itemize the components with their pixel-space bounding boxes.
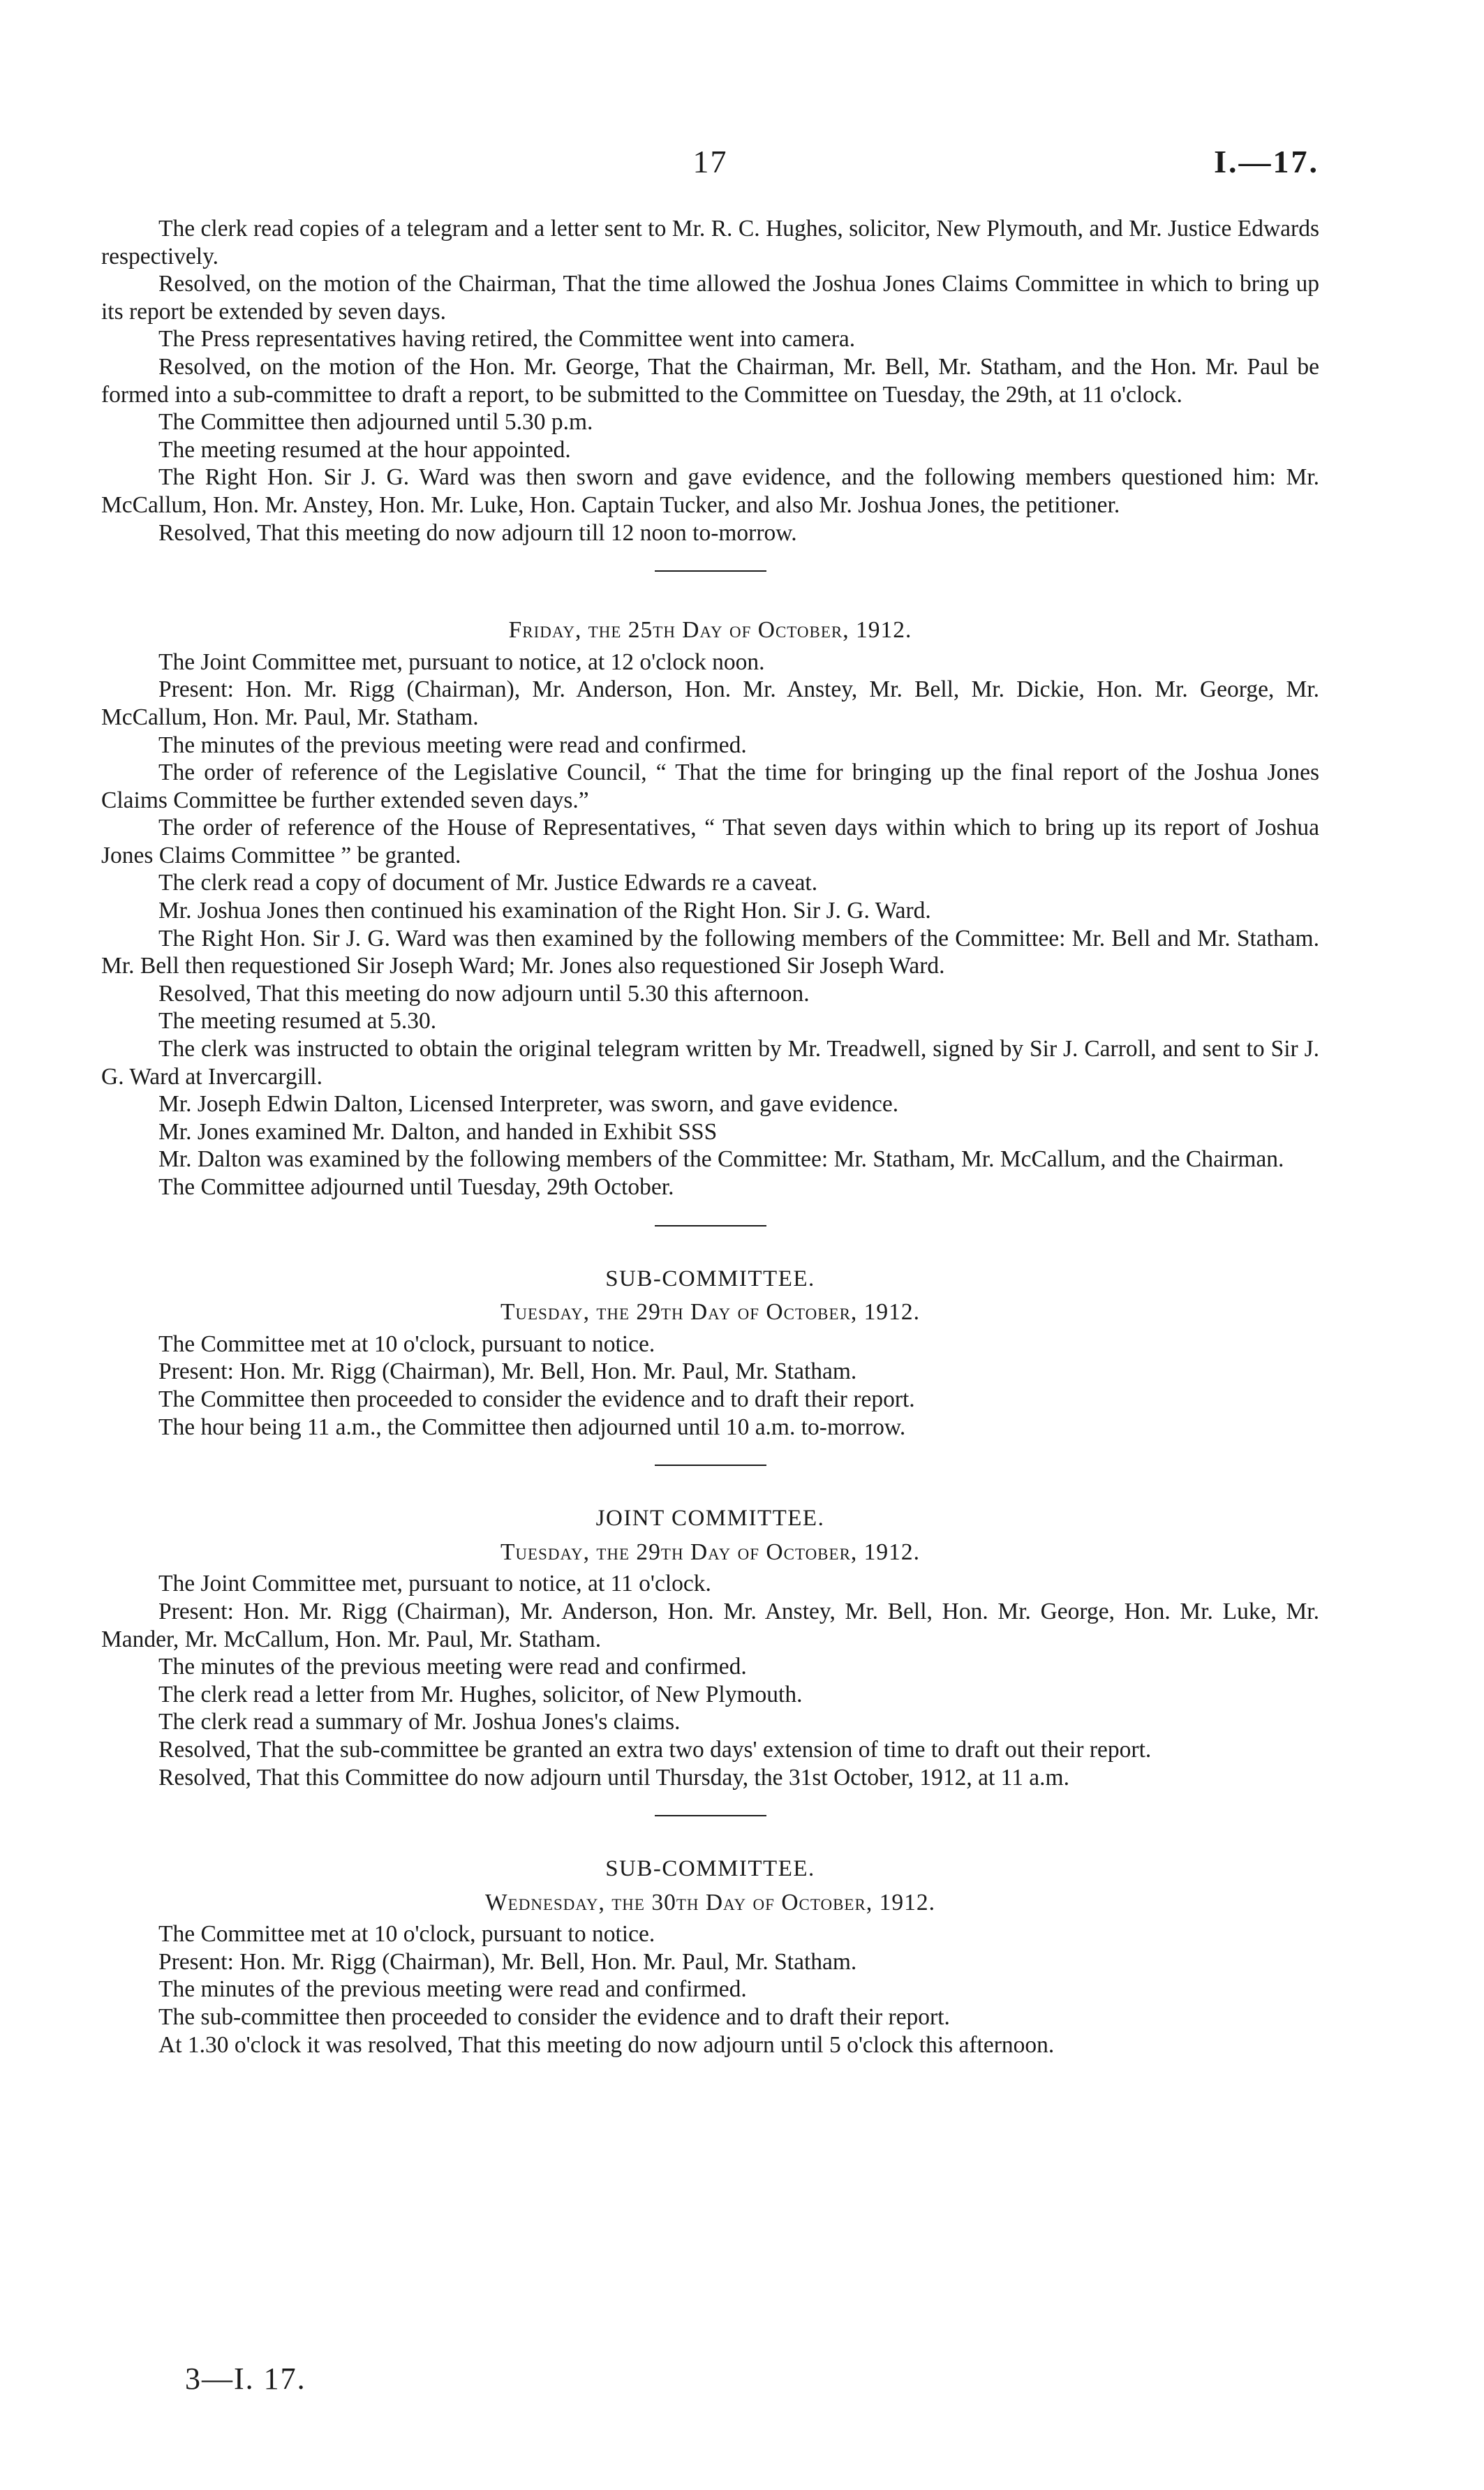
paragraph: The Right Hon. Sir J. G. Ward was then examined by the following members of the Committee: Mr. Bell and Mr. Statham. Mr. Bell then requestioned Sir Joseph Ward; Mr. Jones also requestioned Sir Joseph Ward. [101, 925, 1319, 979]
section-subcommittee-wednesday [101, 1855, 1319, 2059]
paragraph: The Press representatives having retired, the Committee went into camera. [158, 326, 856, 353]
paragraph: The order of reference of the Legislative Council, “ That the time for bringing up the final report of the Joshua Jones Claims Committee be further extended seven days.” [101, 759, 1319, 813]
paragraph: The meeting resumed at 5.30. [158, 1008, 437, 1035]
paragraph: The clerk read copies of a telegram and a letter sent to Mr. R. C. Hughes, solicitor, New Plymouth, and Mr. Justice Edwards respectively. [101, 216, 1319, 269]
paragraph: The clerk was instructed to obtain the original telegram written by Mr. Treadwell, signed by Sir J. Carroll, and sent to Sir J. G. Ward at Invercargill. [101, 1036, 1319, 1090]
paragraph: The Right Hon. Sir J. G. Ward was then sworn and gave evidence, and the following members questioned him: Mr. McCallum, Hon. Mr. Anstey, Hon. Mr. Luke, Hon. Captain Tucker, and also Mr. Joshua Jones, the petitioner. [101, 464, 1319, 518]
page-header [101, 143, 1319, 192]
section-joint-committee-tuesday [101, 1505, 1319, 1791]
paragraph: Present: Hon. Mr. Rigg (Chairman), Mr. Anderson, Hon. Mr. Anstey, Mr. Bell, Mr. Dickie, Hon. Mr. George, Mr. McCallum, Hon. Mr. Paul, Mr. Statham. [101, 676, 1319, 730]
section-title: SUB-COMMITTEE. [605, 1856, 815, 1882]
section-subcommittee-tuesday [101, 1266, 1319, 1442]
paragraph: The Committee met at 10 o'clock, pursuant to notice. [158, 1331, 655, 1357]
divider-wrap [101, 1791, 1319, 1855]
paragraph: Mr. Dalton was examined by the following members of the Committee: Mr. Statham, Mr. McCallum, and the Chairman. [158, 1146, 1284, 1173]
paragraph: Present: Hon. Mr. Rigg (Chairman), Mr. Bell, Hon. Mr. Paul, Mr. Statham. [158, 1948, 857, 1975]
paragraph: The hour being 11 a.m., the Committee then adjourned until 10 a.m. to-morrow. [158, 1414, 906, 1440]
paragraph: Mr. Joshua Jones then continued his examination of the Right Hon. Sir J. G. Ward. [158, 898, 931, 924]
paragraph: Resolved, That this Committee do now adjourn until Thursday, the 31st October, 1912, at 11 a.m. [158, 1764, 1069, 1791]
date-heading: Tuesday, the 29th Day of October, 1912. [500, 1299, 921, 1326]
section-divider [655, 1815, 766, 1816]
paragraph: The Committee then adjourned until 5.30 p.m. [158, 409, 593, 436]
paragraph: The clerk read a letter from Mr. Hughes, solicitor, of New Plymouth. [158, 1681, 803, 1707]
section-continuation [101, 215, 1319, 547]
section-friday-25th [101, 616, 1319, 1201]
date-heading: Wednesday, the 30th Day of October, 1912. [485, 1889, 935, 1915]
divider-wrap [101, 1441, 1319, 1505]
paragraph: The Joint Committee met, pursuant to notice, at 11 o'clock. [158, 1571, 711, 1597]
paragraph: Mr. Jones examined Mr. Dalton, and handed in Exhibit SSS [158, 1118, 718, 1145]
signature-reference: 3—I. 17. [185, 2362, 306, 2396]
document-body [101, 215, 1319, 2059]
paragraph: The minutes of the previous meeting were read and confirmed. [158, 1654, 747, 1680]
paragraph: At 1.30 o'clock it was resolved, That this meeting do now adjourn until 5 o'clock this afternoon. [158, 2031, 1055, 2058]
paragraph: The sub-committee then proceeded to consider the evidence and to draft their report. [158, 2004, 950, 2031]
date-heading: Tuesday, the 29th Day of October, 1912. [500, 1539, 921, 1565]
paragraph: The clerk read a summary of Mr. Joshua Jones's claims. [158, 1709, 681, 1735]
paragraph: Present: Hon. Mr. Rigg (Chairman), Mr. Anderson, Hon. Mr. Anstey, Mr. Bell, Hon. Mr. George, Hon. Mr. Luke, Mr. Mander, Mr. McCallum, Hon. Mr. Paul, Mr. Statham. [101, 1598, 1319, 1652]
paragraph: Present: Hon. Mr. Rigg (Chairman), Mr. Bell, Hon. Mr. Paul, Mr. Statham. [158, 1358, 857, 1385]
divider-wrap [101, 1201, 1319, 1266]
paragraph: The order of reference of the House of Representatives, “ That seven days within which to bring up its report of Joshua Jones Claims Committee ” be granted. [101, 815, 1319, 868]
paragraph: Resolved, That the sub-committee be granted an extra two days' extension of time to draft out their report. [158, 1736, 1152, 1763]
section-divider [655, 1225, 766, 1227]
date-heading: Friday, the 25th Day of October, 1912. [508, 617, 912, 644]
paragraph: Resolved, on the motion of the Chairman, That the time allowed the Joshua Jones Claims Committee in which to bring up its report be extended by seven days. [101, 271, 1319, 325]
paragraph: The Committee met at 10 o'clock, pursuant to notice. [158, 1921, 655, 1948]
section-divider [655, 1465, 766, 1466]
paragraph: The minutes of the previous meeting were read and confirmed. [158, 732, 747, 758]
paragraph: The clerk read a copy of document of Mr. Justice Edwards re a caveat. [158, 870, 818, 896]
paragraph: The Committee adjourned until Tuesday, 29th October. [158, 1174, 674, 1200]
section-title: SUB-COMMITTEE. [605, 1266, 815, 1291]
paragraph: Mr. Joseph Edwin Dalton, Licensed Interpreter, was sworn, and gave evidence. [158, 1091, 899, 1118]
divider-wrap [101, 547, 1319, 611]
paragraph: The Committee then proceeded to consider the evidence and to draft their report. [158, 1386, 915, 1412]
paragraph: The Joint Committee met, pursuant to notice, at 12 o'clock noon. [158, 649, 765, 675]
section-divider [655, 570, 766, 572]
paragraph: Resolved, That this meeting do now adjourn until 5.30 this afternoon. [158, 980, 810, 1007]
paragraph: The minutes of the previous meeting were read and confirmed. [158, 1976, 747, 2003]
paragraph: The meeting resumed at the hour appointed. [158, 436, 571, 463]
page-number: 17 [692, 144, 728, 179]
document-reference: I.—17. [1214, 144, 1319, 179]
section-title: JOINT COMMITTEE. [595, 1506, 825, 1532]
paragraph: Resolved, That this meeting do now adjourn till 12 noon to-morrow. [158, 519, 797, 546]
paragraph: Resolved, on the motion of the Hon. Mr. George, That the Chairman, Mr. Bell, Mr. Statham, and the Hon. Mr. Paul be formed into a sub-committee to draft a report, to be submitted to the Committee on Tuesday, the 29th, at 11 o'clock. [101, 353, 1319, 408]
